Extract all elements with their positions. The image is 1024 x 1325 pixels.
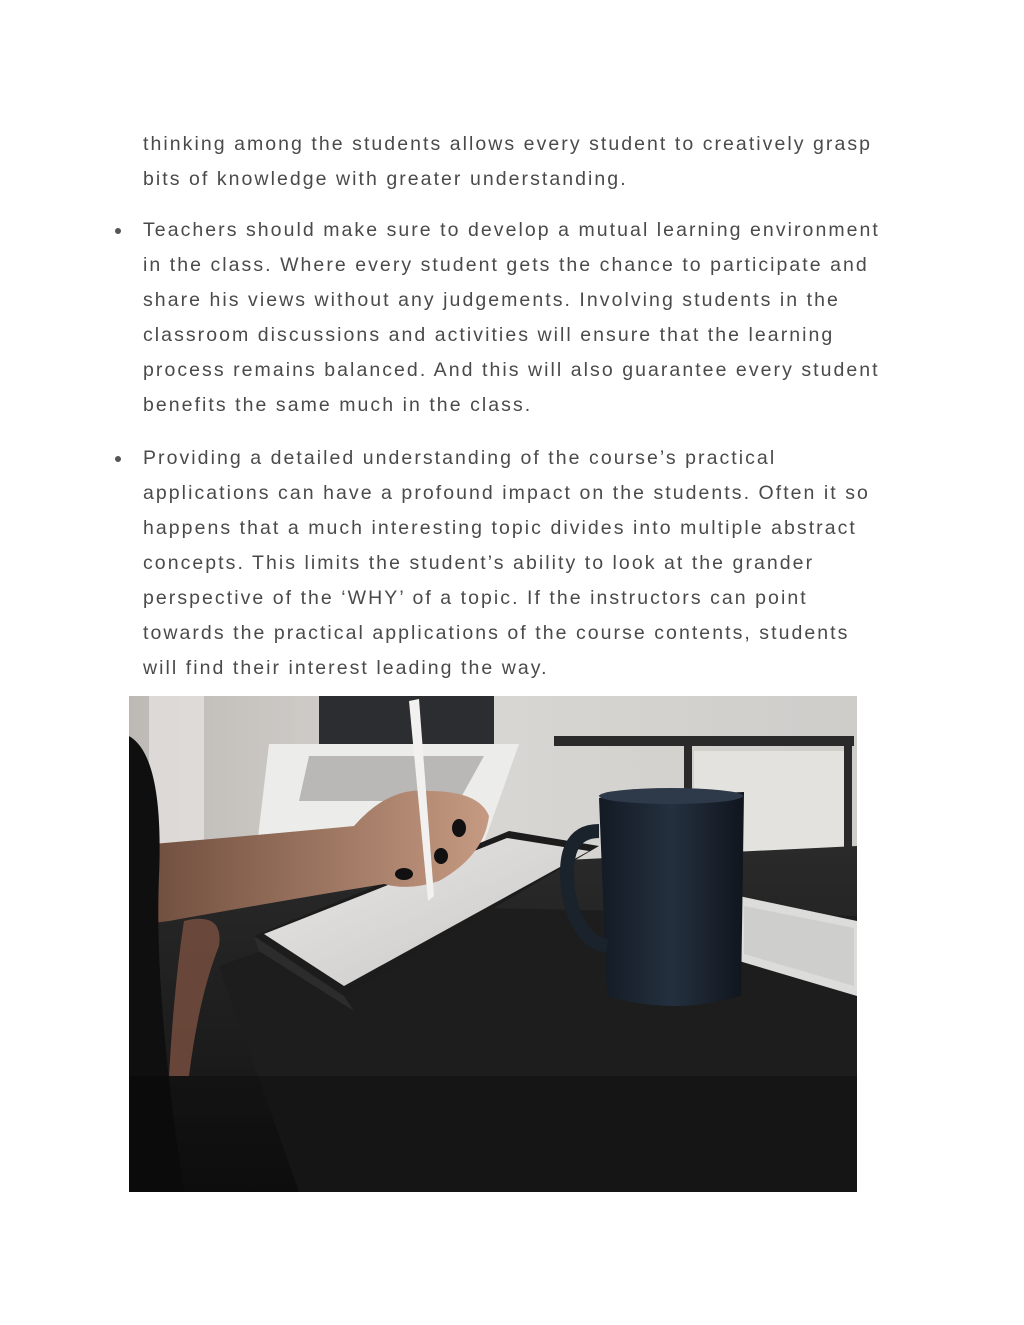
text-line: concepts. This limits the student’s ability to look at the grander: [143, 552, 815, 574]
text-line: will find their interest leading the way.: [143, 657, 549, 679]
fingernail: [395, 868, 413, 880]
bullet-item-practical-applications: [143, 441, 923, 686]
bullet-icon: [113, 213, 123, 248]
bullet-icon: [113, 441, 123, 476]
text-line: Providing a detailed understanding of the course’s practical: [143, 447, 777, 469]
bullet-item-mutual-learning: [143, 213, 923, 423]
fingernail: [434, 848, 448, 864]
mug-rim: [599, 788, 743, 804]
text-line: thinking among the students allows every student to creatively grasp: [143, 133, 873, 155]
text-line: towards the practical applications of the course contents, students: [143, 622, 850, 644]
photo-hand-writing-on-tablet: [129, 696, 857, 1192]
monitor: [319, 696, 494, 744]
continuation-paragraph: [143, 127, 923, 197]
text-line: bits of knowledge with greater understanding.: [143, 168, 628, 190]
shadow-overlay: [129, 1076, 857, 1192]
text-line: Teachers should make sure to develop a mutual learning environment: [143, 219, 880, 241]
text-line: applications can have a profound impact on the students. Often it so: [143, 482, 870, 504]
text-line: in the class. Where every student gets the chance to participate and: [143, 254, 869, 276]
text-line: share his views without any judgements. Involving students in the: [143, 289, 840, 311]
chair-frame: [554, 736, 854, 746]
photo-illustration: [129, 696, 857, 1192]
mug: [599, 792, 744, 1006]
fingernail: [452, 819, 466, 837]
text-line: perspective of the ‘WHY’ of a topic. If the instructors can point: [143, 587, 808, 609]
text-line: classroom discussions and activities will ensure that the learning: [143, 324, 835, 346]
text-line: process remains balanced. And this will also guarantee every student: [143, 359, 880, 381]
text-line: happens that a much interesting topic divides into multiple abstract: [143, 517, 857, 539]
text-line: benefits the same much in the class.: [143, 394, 533, 416]
